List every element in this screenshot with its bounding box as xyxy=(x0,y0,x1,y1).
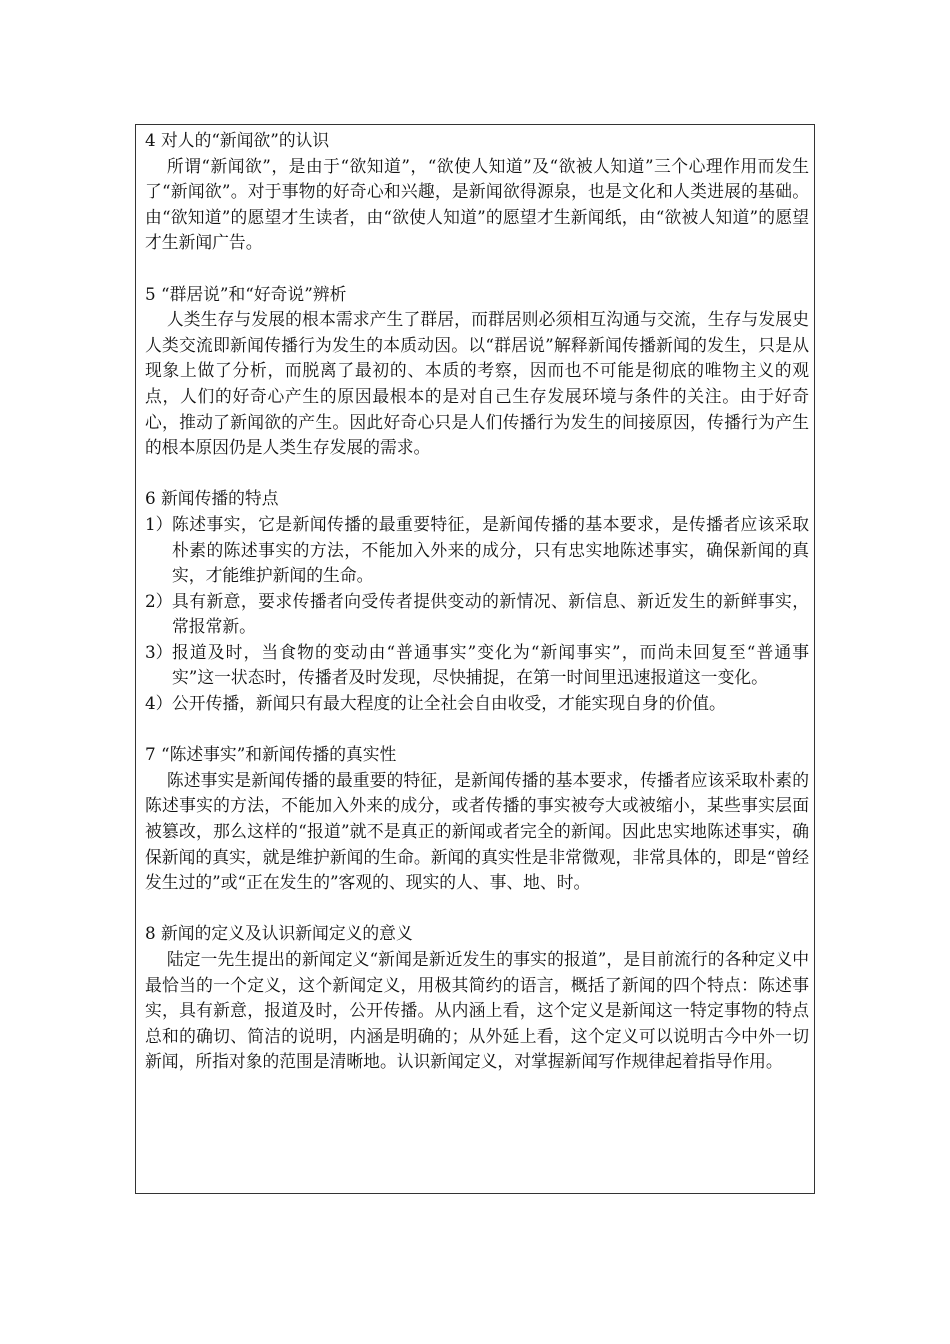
section-4 xyxy=(145,128,809,256)
list-item-text: 具有新意，要求传播者向受传者提供变动的新情况、新信息、新近发生的新鲜事实，常报常新。 xyxy=(172,590,809,637)
section-heading: 5 “群居说”和“好奇说”辨析 xyxy=(145,283,347,304)
section-paragraph: 陈述事实是新闻传播的最重要的特征，是新闻传播的基本要求，传播者应该采取朴素的陈述事实的方法，不能加入外来的成分，或者传播的事实被夸大或被缩小，某些事实层面被篡改，那么这样的“报道”就不是真正的新闻或者完全的新闻。因此忠实地陈述事实，确保新闻的真实，就是维护新闻的生命。新闻的真实性是非常微观，非常具体的，即是“曾经发生过的”或“正在发生的”客观的、现实的人、事、地、时。 xyxy=(145,769,809,893)
list-item-number: 1） xyxy=(145,513,173,534)
blank-line xyxy=(145,717,809,743)
list-item-text: 报道及时，当食物的变动由“普通事实”变化为“新闻事实”，而尚未回复至“普通事实”这一状态时，传播者及时发现，尽快捕捉，在第一时间里迅速报道这一变化。 xyxy=(172,641,809,688)
section-8 xyxy=(145,921,809,1075)
section-paragraph: 所谓“新闻欲”，是由于“欲知道”，“欲使人知道”及“欲被人知道”三个心理作用而发生了“新闻欲”。对于事物的好奇心和兴趣，是新闻欲得源泉，也是文化和人类进展的基础。由“欲知道”的愿望才生读者，由“欲使人知道”的愿望才生新闻纸，由“欲被人知道”的愿望才生新闻广告。 xyxy=(145,155,809,253)
document-body xyxy=(145,128,809,1075)
list-item xyxy=(145,512,809,589)
list-item xyxy=(145,691,809,717)
list-item-number: 3） xyxy=(145,641,173,662)
blank-line xyxy=(145,256,809,282)
section-paragraph: 人类生存与发展的根本需求产生了群居，而群居则必须相互沟通与交流，生存与发展史人类交流即新闻传播行为发生的本质动因。以“群居说”解释新闻传播新闻的发生，只是从现象上做了分析，而脱离了最初的、本质的考察，因而也不可能是彻底的唯物主义的观点，人们的好奇心产生的原因最根本的是对自己生存发展环境与条件的关注。由于好奇心，推动了新闻欲的产生。因此好奇心只是人们传播行为发生的间接原因，传播行为产生的根本原因仍是人类生存发展的需求。 xyxy=(145,309,809,458)
section-paragraph: 陆定一先生提出的新闻定义“新闻是新近发生的事实的报道”，是目前流行的各种定义中最恰当的一个定义，这个新闻定义，用极其简约的语言，概括了新闻的四个特点：陈述事实，具有新意，报道及时，公开传播。从内涵上看，这个定义是新闻这一特定事物的特点总和的确切、简洁的说明，内涵是明确的；从外延上看，这个定义可以说明古今中外一切新闻，所指对象的范围是清晰地。认识新闻定义，对掌握新闻写作规律起着指导作用。 xyxy=(145,949,809,1072)
section-7 xyxy=(145,742,809,896)
section-heading: 7 “陈述事实”和新闻传播的真实性 xyxy=(145,744,397,765)
section-heading: 8 新闻的定义及认识新闻定义的意义 xyxy=(145,923,413,944)
list-item xyxy=(145,589,809,640)
list-item-number: 4） xyxy=(145,693,173,714)
section-heading: 6 新闻传播的特点 xyxy=(145,488,279,509)
section-heading: 4 对人的“新闻欲”的认识 xyxy=(145,130,330,150)
blank-line xyxy=(145,461,809,487)
section-5 xyxy=(145,282,809,461)
blank-line xyxy=(145,896,809,922)
list-item-text: 陈述事实，它是新闻传播的最重要特征，是新闻传播的基本要求，是传播者应该采取朴素的陈述事实的方法，不能加入外来的成分，只有忠实地陈述事实，确保新闻的真实，才能维护新闻的生命。 xyxy=(172,513,809,586)
section-6 xyxy=(145,486,809,716)
list-item xyxy=(145,640,809,691)
list-item-text: 公开传播，新闻只有最大程度的让全社会自由收受，才能实现自身的价值。 xyxy=(172,693,726,714)
list-item-number: 2） xyxy=(145,590,173,611)
